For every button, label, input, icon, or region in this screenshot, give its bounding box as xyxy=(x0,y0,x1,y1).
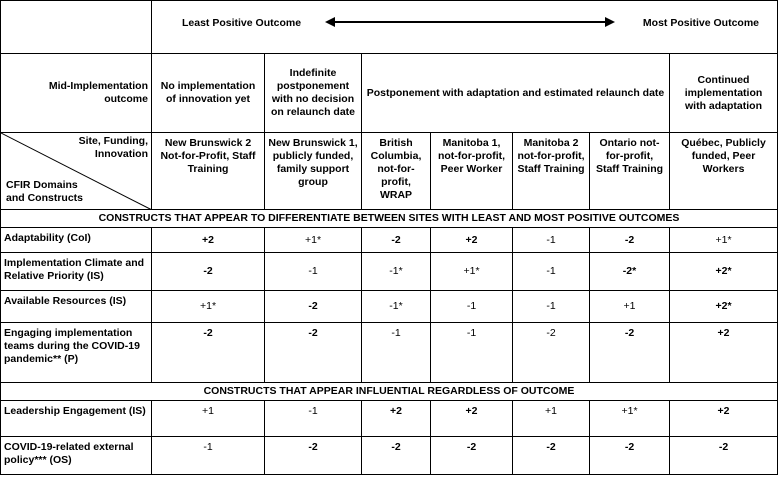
score-cell: -1 xyxy=(431,291,513,323)
score-cell: +1* xyxy=(670,228,778,253)
outcome-continued: Continued implementation with adaptation xyxy=(670,54,778,133)
site-header: Manitoba 1, not-for-profit, Peer Worker xyxy=(431,133,513,210)
score-cell: +2 xyxy=(670,323,778,383)
score-cell: -2 xyxy=(362,228,431,253)
table-row xyxy=(1,323,778,383)
score-cell: +2* xyxy=(670,291,778,323)
score-cell: +1 xyxy=(152,401,265,437)
corner-bottom-label: CFIR Domains and Constructs xyxy=(6,179,84,204)
row-label: Engaging implementation teams during the COVID-19 pandemic** (P) xyxy=(1,323,152,383)
score-cell: -2 xyxy=(590,228,670,253)
score-cell: -2 xyxy=(152,323,265,383)
score-cell: -2 xyxy=(590,437,670,475)
table-row xyxy=(1,291,778,323)
section-heading-influential: CONSTRUCTS THAT APPEAR INFLUENTIAL REGARDLESS OF OUTCOME xyxy=(1,383,778,401)
double-arrow-icon xyxy=(325,16,615,28)
score-cell: +1 xyxy=(513,401,590,437)
row-label: COVID-19-related external policy*** (OS) xyxy=(1,437,152,475)
score-cell: +1 xyxy=(590,291,670,323)
score-cell: +1* xyxy=(152,291,265,323)
score-cell: -1 xyxy=(265,401,362,437)
score-cell: -1 xyxy=(513,228,590,253)
outcome-postponement: Postponement with adaptation and estimated relaunch date xyxy=(362,54,670,133)
score-cell: -2 xyxy=(590,323,670,383)
score-cell: -2 xyxy=(513,323,590,383)
table-row xyxy=(1,253,778,291)
score-cell: -1 xyxy=(431,323,513,383)
score-cell: -1* xyxy=(362,291,431,323)
score-cell: -2 xyxy=(152,253,265,291)
score-cell: -2 xyxy=(670,437,778,475)
section-heading-row xyxy=(1,383,778,401)
corner-top-label: Site, Funding, Innovation xyxy=(78,135,148,160)
row-label: Adaptability (CoI) xyxy=(1,228,152,253)
score-cell: -2 xyxy=(513,437,590,475)
score-cell: +2 xyxy=(152,228,265,253)
score-cell: -2 xyxy=(362,437,431,475)
table-row xyxy=(1,228,778,253)
score-cell: +2 xyxy=(670,401,778,437)
section-heading-differentiate: CONSTRUCTS THAT APPEAR TO DIFFERENTIATE BETWEEN SITES WITH LEAST AND MOST POSITIVE OUTCOMES xyxy=(1,210,778,228)
score-cell: -2* xyxy=(590,253,670,291)
outcome-row-label: Mid-Implementation outcome xyxy=(1,54,152,133)
site-header: British Columbia, not-for-profit, WRAP xyxy=(362,133,431,210)
score-cell: -1 xyxy=(513,291,590,323)
site-row xyxy=(1,133,778,210)
score-cell: +1* xyxy=(590,401,670,437)
outcome-scale-cell xyxy=(152,1,778,54)
section-heading-row xyxy=(1,210,778,228)
row-label: Implementation Climate and Relative Priority (IS) xyxy=(1,253,152,291)
site-header: Québec, Publicly funded, Peer Workers xyxy=(670,133,778,210)
score-cell: +1* xyxy=(431,253,513,291)
site-header: Manitoba 2 not-for-profit, Staff Training xyxy=(513,133,590,210)
score-cell: -1 xyxy=(152,437,265,475)
row-label: Available Resources (IS) xyxy=(1,291,152,323)
score-cell: +1* xyxy=(265,228,362,253)
site-header: Ontario not-for-profit, Staff Training xyxy=(590,133,670,210)
header-empty-cell xyxy=(1,1,152,54)
outcome-row xyxy=(1,54,778,133)
score-cell: +2 xyxy=(431,228,513,253)
score-cell: -2 xyxy=(265,437,362,475)
header-row xyxy=(1,1,778,54)
score-cell: -1 xyxy=(513,253,590,291)
table-row xyxy=(1,437,778,475)
row-label: Leadership Engagement (IS) xyxy=(1,401,152,437)
score-cell: +2 xyxy=(362,401,431,437)
site-header: New Brunswick 1, publicly funded, family support group xyxy=(265,133,362,210)
score-cell: -2 xyxy=(265,291,362,323)
score-cell: +2* xyxy=(670,253,778,291)
outcome-indefinite: Indefinite postponement with no decision on relaunch date xyxy=(265,54,362,133)
most-positive-label: Most Positive Outcome xyxy=(642,17,760,29)
site-header: New Brunswick 2 Not-for-Profit, Staff Training xyxy=(152,133,265,210)
score-cell: -2 xyxy=(265,323,362,383)
score-cell: -1 xyxy=(265,253,362,291)
table-row xyxy=(1,401,778,437)
least-positive-label: Least Positive Outcome xyxy=(182,17,302,29)
score-cell: -2 xyxy=(431,437,513,475)
score-cell: -1* xyxy=(362,253,431,291)
outcome-no-implementation: No implementation of innovation yet xyxy=(152,54,265,133)
site-corner-cell xyxy=(1,133,152,210)
score-cell: -1 xyxy=(362,323,431,383)
score-cell: +2 xyxy=(431,401,513,437)
